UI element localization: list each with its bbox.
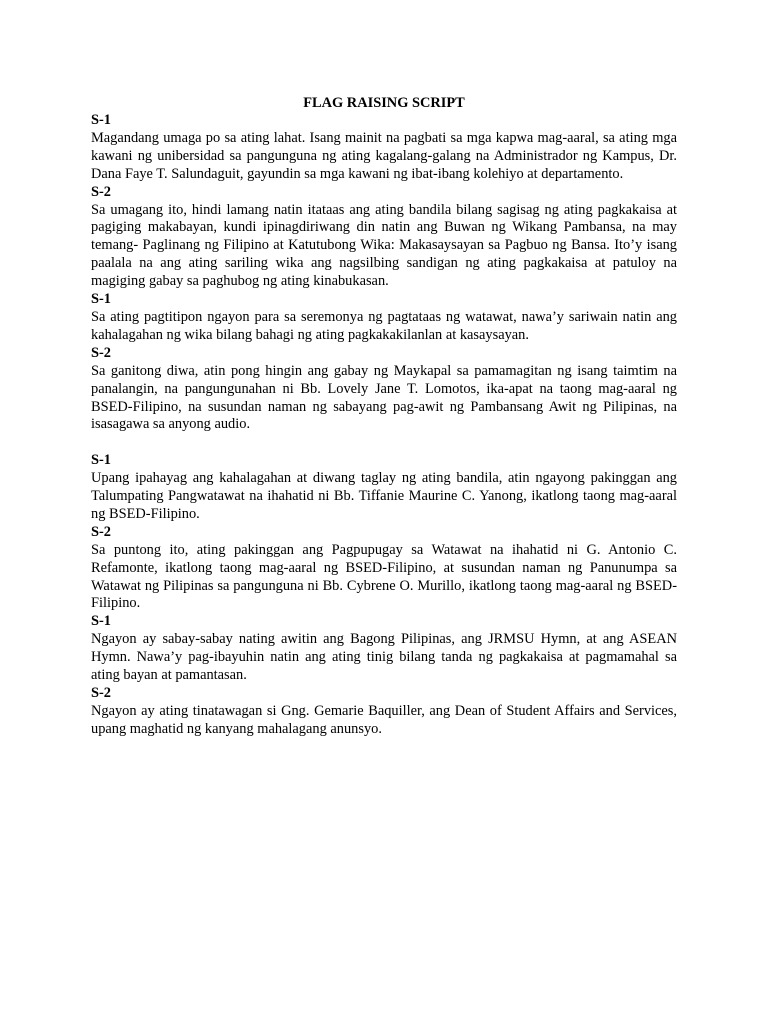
speaker-label: S-2 — [91, 344, 111, 361]
speaker-label: S-2 — [91, 684, 111, 701]
script-section-4 — [91, 345, 677, 435]
script-paragraph: Sa ganitong diwa, atin pong hingin ang gabay ng Maykapal sa pamamagitan ng isang taimtim na panalangin, na pangungunahan ni Bb. Lovely Jane T. Lomotos, ika-apat na taong mag-aaral ng BSED-Filipino, na susundan naman ng sabayang pag-awit ng Pambansang Awit ng Pilipinas, na isasagawa sa anyong audio. — [91, 362, 677, 433]
document-title: FLAG RAISING SCRIPT — [303, 95, 465, 111]
script-section-6 — [91, 524, 677, 614]
blank-line — [91, 434, 677, 452]
script-paragraph: Sa puntong ito, ating pakinggan ang Pagpupugay sa Watawat na ihahatid ni G. Antonio C. Refamonte, ikatlong taong mag-aaral ng BSED-Filipino, at susundan naman ng Panunumpa sa Watawat ng Pilipinas sa pangunguna ni Bb. Cybrene O. Murillo, ikatlong taong mag-aaral ng BSED-Filipino. — [91, 541, 677, 612]
script-section-5 — [91, 452, 677, 524]
document-page — [91, 94, 677, 739]
speaker-label: S-1 — [91, 613, 111, 630]
script-section-7 — [91, 613, 677, 685]
script-paragraph: Ngayon ay sabay-sabay nating awitin ang Bagong Pilipinas, ang JRMSU Hymn, at ang ASEAN Hymn. Nawa’y pag-ibayuhin natin ang ating tinig bilang tanda ng pagkakaisa at pagmamahal sa ating bayan at pamantasan. — [91, 631, 677, 684]
speaker-label: S-1 — [91, 291, 111, 308]
speaker-label: S-1 — [91, 112, 111, 128]
script-section-3 — [91, 291, 677, 345]
script-paragraph: Sa ating pagtitipon ngayon para sa seremonya ng pagtataas ng watawat, nawa’y sariwain natin ang kahalagahan ng wika bilang bahagi ng ating pagkakakilanlan at kasaysayan. — [91, 308, 677, 343]
speaker-label: S-2 — [91, 183, 111, 200]
speaker-label: S-2 — [91, 523, 111, 540]
script-section-2 — [91, 184, 677, 291]
speaker-label: S-1 — [91, 452, 111, 469]
script-section-8 — [91, 685, 677, 739]
script-section-1 — [91, 112, 677, 184]
script-paragraph: Sa umagang ito, hindi lamang natin itataas ang ating bandila bilang sagisag ng ating pagkakaisa at pagiging makabayan, kundi ipinagdiriwang din natin ang Buwan ng Wikang Pambansa, na may temang- Paglinang ng Filipino at Katutubong Wika: Makasaysayan sa Pagbuo ng Bansa. Ito’y isang paalala na ang ating sariling wika ang nagsilbing sandigan ng ating pagkakaisa at patuloy na magiging gabay sa paghubog ng ating kinabukasan. — [91, 201, 677, 290]
script-paragraph: Upang ipahayag ang kahalagahan at diwang taglay ng ating bandila, atin ngayong pakinggan ang Talumpating Pangwatawat na ihahatid ni Bb. Tiffanie Maurine C. Yanong, ikatlong taong mag-aaral ng BSED-Filipino. — [91, 470, 677, 522]
script-paragraph: Ngayon ay ating tinatawagan si Gng. Gemarie Baquiller, ang Dean of Student Affairs and Services, upang maghatid ng kanyang mahalagang anunsyo. — [91, 702, 677, 737]
script-paragraph: Magandang umaga po sa ating lahat. Isang mainit na pagbati sa mga kapwa mag-aaral, sa ating mga kawani ng unibersidad sa pangunguna ng ating kagalang-galang na Administrador ng Kampus, Dr. Dana Faye T. Salundaguit, gayundin sa mga kawani ng ibat-ibang kolehiyo at departamento. — [91, 129, 677, 182]
